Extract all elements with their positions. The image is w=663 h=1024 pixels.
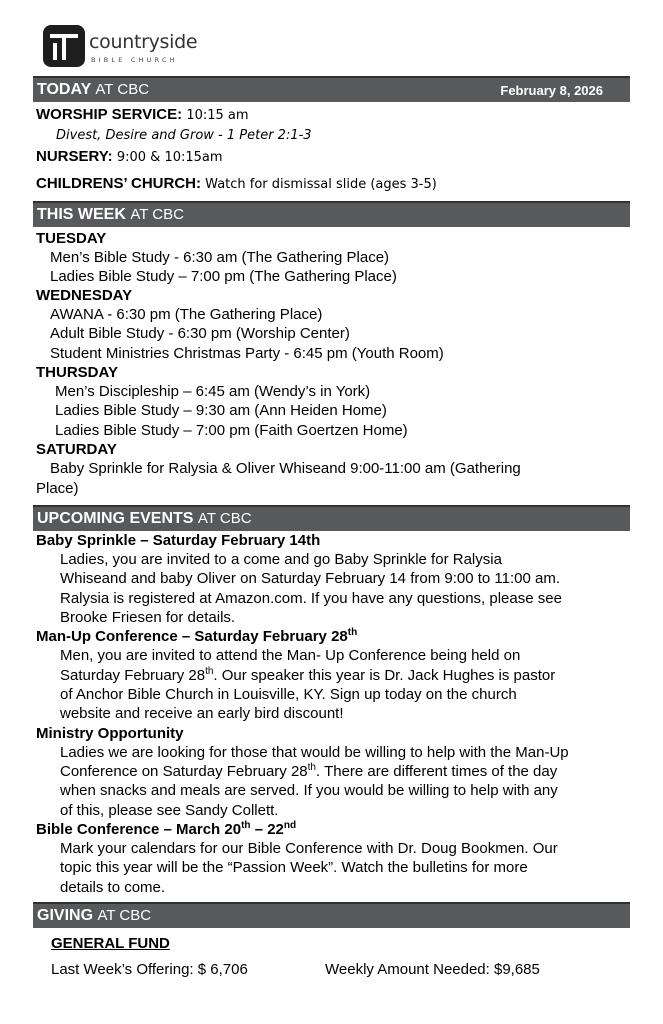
today-title: TODAY AT CBC xyxy=(37,81,150,98)
event-text: of Anchor Bible Church in Louisville, KY. Sign up today on the church xyxy=(60,686,517,703)
list-item: Adult Bible Study - 6:30 pm (Worship Center) xyxy=(50,325,350,342)
saturday-heading: SATURDAY xyxy=(36,441,117,458)
today-date: February 8, 2026 xyxy=(500,83,603,98)
event-text: website and receive an early bird discount! xyxy=(60,705,344,722)
list-item: AWANA - 6:30 pm (The Gathering Place) xyxy=(50,306,323,323)
list-item: Men’s Discipleship – 6:45 am (Wendy’s in York) xyxy=(55,383,371,400)
event-text: details to come. xyxy=(60,879,166,896)
event-text: Ladies, you are invited to a come and go Baby Sprinkle for Ralysia xyxy=(60,551,502,568)
list-item: Ladies Bible Study – 7:00 pm (Faith Goertzen Home) xyxy=(55,422,408,439)
church-logo xyxy=(42,24,212,70)
tuesday-heading: TUESDAY xyxy=(36,230,107,247)
event-text: Ralysia is registered at Amazon.com. If you have any questions, please see xyxy=(60,590,562,607)
event-text: Whiseand and baby Oliver on Saturday February 14 from 9:00 to 11:00 am. xyxy=(60,570,560,587)
wednesday-heading: WEDNESDAY xyxy=(36,287,133,304)
list-item-continued: Place) xyxy=(36,480,79,497)
event-text: Mark your calendars for our Bible Conference with Dr. Doug Bookmen. Our xyxy=(60,840,558,857)
cross-square-icon xyxy=(42,24,86,68)
event-text: Conference on Saturday February 28th. There are different times of the day xyxy=(60,762,558,780)
nursery-line: NURSERY: 9:00 & 10:15am xyxy=(36,148,223,165)
event-text: Men, you are invited to attend the Man- Up Conference being held on xyxy=(60,647,521,664)
list-item: Ladies Bible Study – 9:30 am (Ann Heiden Home) xyxy=(55,402,387,419)
giving-title: GIVING AT CBC xyxy=(37,907,152,924)
event-title-baby-sprinkle: Baby Sprinkle – Saturday February 14th xyxy=(36,532,321,549)
event-text: Brooke Friesen for details. xyxy=(60,609,236,626)
childrens-church-line: CHILDRENS’ CHURCH: Watch for dismissal slide (ages 3-5) xyxy=(36,175,437,192)
list-item: Ladies Bible Study – 7:00 pm (The Gathering Place) xyxy=(50,268,397,285)
sermon-title: Divest, Desire and Grow - 1 Peter 2:1-3 xyxy=(56,128,312,143)
weekly-amount-needed: Weekly Amount Needed: $9,685 xyxy=(325,961,540,978)
event-text: when snacks and meals are served. If you would be willing to help with any xyxy=(60,782,558,799)
event-title-man-up: Man-Up Conference – Saturday February 28th xyxy=(36,627,358,645)
logo-subtitle: BIBLE CHURCH xyxy=(91,56,178,64)
upcoming-events-section-bar xyxy=(33,505,630,531)
logo-name: countryside xyxy=(89,31,198,53)
event-text: of this, please see Sandy Collett. xyxy=(60,802,279,819)
today-section-bar xyxy=(33,76,630,102)
event-title-ministry-opportunity: Ministry Opportunity xyxy=(36,725,184,742)
list-item: Men’s Bible Study - 6:30 am (The Gathering Place) xyxy=(50,249,390,266)
last-week-offering: Last Week’s Offering: $ 6,706 xyxy=(51,961,248,978)
event-title-bible-conference: Bible Conference – March 20th – 22nd xyxy=(36,820,297,838)
this-week-title: THIS WEEK AT CBC xyxy=(37,206,184,223)
event-text: Saturday February 28th. Our speaker this year is Dr. Jack Hughes is pastor xyxy=(60,666,556,684)
upcoming-events-title: UPCOMING EVENTS AT CBC xyxy=(37,510,252,527)
list-item: Baby Sprinkle for Ralysia & Oliver Whiseand 9:00-11:00 am (Gathering xyxy=(50,460,521,477)
event-text: topic this year will be the “Passion Week”. Watch the bulletins for more xyxy=(60,859,528,876)
this-week-section-bar xyxy=(33,201,630,227)
thursday-heading: THURSDAY xyxy=(36,364,118,381)
event-text: Ladies we are looking for those that would be willing to help with the Man-Up xyxy=(60,744,569,761)
giving-section-bar xyxy=(33,902,630,928)
general-fund-heading: GENERAL FUND xyxy=(51,935,170,952)
list-item: Student Ministries Christmas Party - 6:45 pm (Youth Room) xyxy=(50,345,444,362)
worship-service-line: WORSHIP SERVICE: 10:15 am xyxy=(36,106,249,123)
